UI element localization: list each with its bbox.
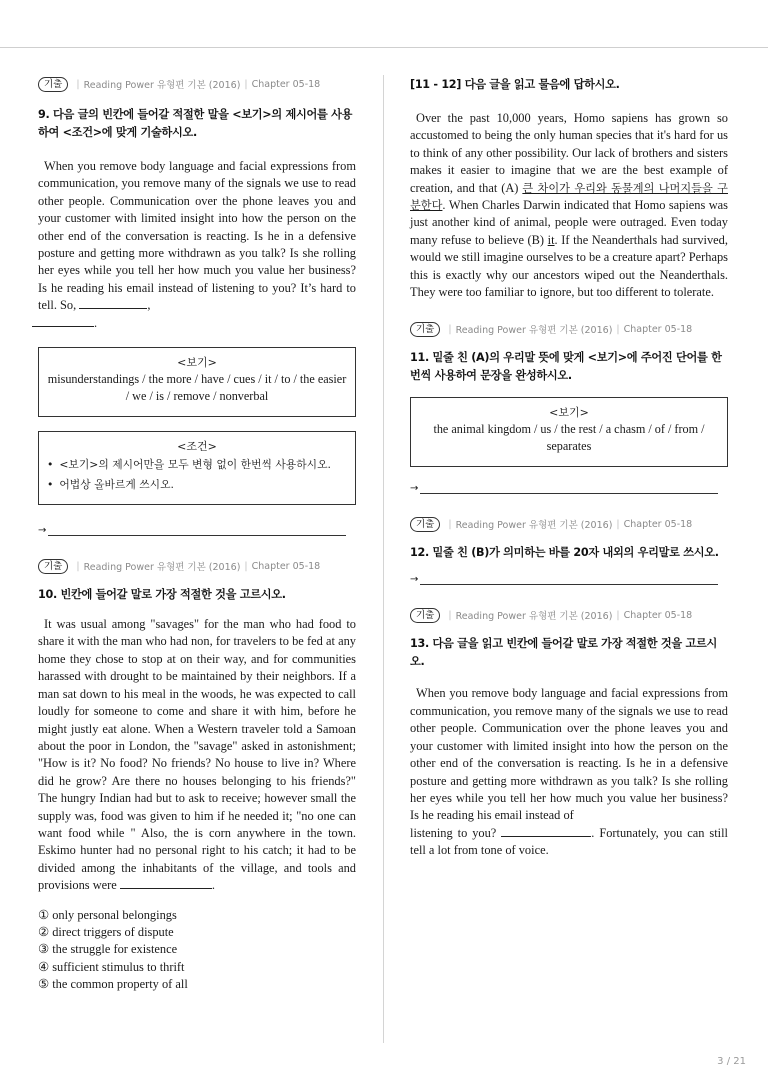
- source-book: Reading Power 유형편 기본 (2016): [83, 80, 241, 91]
- q9-title: 9. 다음 글의 빈칸에 들어갈 적절한 말을 <보기>의 제시어를 사용하여 <조건>에 맞게 기술하시오.: [38, 108, 353, 139]
- source-book: Reading Power 유형편 기본 (2016): [455, 325, 613, 337]
- right-column: [410, 76, 728, 860]
- q12-answer-line[interactable]: [410, 574, 718, 585]
- q9-condition-2: • 어법상 올바르게 쓰시오.: [47, 475, 347, 495]
- source-line-q9: 기출 | Reading Power 유형편 기본 (2016) | Chapter 05-18: [38, 76, 356, 92]
- q10-choice-5[interactable]: ⑤ the common property of all: [38, 977, 188, 992]
- q11-bogi-heading: <보기>: [549, 406, 589, 420]
- source-tag: 기출: [410, 517, 440, 532]
- source-chapter: Chapter 05-18: [251, 78, 321, 90]
- q9-bogi-words: misunderstandings / the more / have / cues / it / to / the easier / we / is / remove / nonverbal: [47, 372, 347, 404]
- underline-a: 큰 차이가 우리와 동물계의 나머지들을 구분한다: [410, 181, 728, 213]
- left-column: [38, 76, 356, 994]
- header-rule: [0, 47, 768, 48]
- q9-condition-heading: <조건>: [177, 440, 217, 454]
- page-number: 3 / 21: [717, 1056, 746, 1067]
- source-chapter: Chapter 05-18: [623, 518, 693, 530]
- q10-choice-1[interactable]: ① only personal belongings: [38, 907, 177, 922]
- source-line-q12: 기출 | Reading Power 유형편 기본 (2016) | Chapter 05-18: [410, 516, 728, 532]
- shared-passage: Over the past 10,000 years, Homo sapiens has grown so accustomed to being the only human species that it's hard for us to think of any other possibility. Our lack of brothers and sisters makes it easier to imagine that we are the best example of creation, and that (A) 큰 차이가 우리와 동물계의 나머지들을 구분한다. When Charles Darwin indicated that Homo sapiens was just another kind of animal, people were outraged. Even today many refuse to believe (B) it. If the Neanderthals had survived, would we still imagine ourselves to be a creature apart? Perhaps this is exactly why our ancestors wiped out the Neanderthals. They were too familiar to ignore, but too different to tolerate.: [410, 111, 728, 300]
- q9-passage: When you remove body language and facial expressions from communication, you remove many of the signals we use to read other people. Communication over the phone leaves you and your customer with limited insight into how the person on the other end of the conversation is reacting. Is he in a defensive posture and getting more withdrawn as you talk? Is she rolling her eyes while you tell her how much you value her business? Is he reading his email instead of listening to you? It’s hard to tell. So, , .: [38, 158, 356, 332]
- q9-blank-1: [79, 297, 147, 309]
- underline-b: it: [547, 232, 555, 247]
- q10-choices: [38, 907, 356, 994]
- q13-title: 13. 다음 글을 읽고 빈칸에 들어갈 말로 가장 적절한 것을 고르시오.: [410, 637, 718, 669]
- q10-blank: [120, 877, 212, 889]
- source-line-q13: 기출 | Reading Power 유형편 기본 (2016) | Chapter 05-18: [410, 607, 728, 623]
- q13-blank: [501, 825, 591, 837]
- q10-choice-4[interactable]: ④ sufficient stimulus to thrift: [38, 959, 185, 974]
- column-divider: [383, 75, 384, 1043]
- q9-bogi-box: [38, 347, 356, 417]
- q10-title: 10. 빈칸에 들어갈 말로 가장 적절한 것을 고르시오.: [38, 588, 286, 602]
- q9-condition-1: • <보기>의 제시어만을 모두 변형 없이 한번씩 사용하시오.: [47, 455, 347, 475]
- q11-bogi-words: the animal kingdom / us / the rest / a chasm / of / from / separates: [433, 422, 705, 454]
- source-line-q10: 기출 | Reading Power 유형편 기본 (2016) | Chapter 05-18: [38, 558, 356, 574]
- q9-bogi-heading: <보기>: [177, 356, 217, 370]
- arrow-icon: →: [38, 525, 47, 537]
- source-book: Reading Power 유형편 기본 (2016): [455, 520, 613, 532]
- source-tag: 기출: [410, 608, 440, 623]
- arrow-icon: →: [410, 483, 419, 495]
- source-chapter: Chapter 05-18: [251, 560, 321, 572]
- source-tag: 기출: [38, 77, 68, 92]
- q9-blank-2: [32, 315, 94, 327]
- q10-passage: It was usual among "savages" for the man who had food to share it with the man who had non, for travelers to be fed at any home they chose to stop at on their way, and for communities harassed with drought to be maintained by their neighbors. If a man sat down to his meal in the woods, he was expected to call loudly for someone to come and share it with him, before he might justly eat alone. When a Western traveler told a Samoan about the poor in London, the "savage" asked in astonishment; "How is it? No food? No friends? No house to live in? Where did he grow? Are there no houses belonging to his friends?" The hungry Indian had but to ask to receive; however small the supply was, food was given to him if he needed it; "no one can want food while " Also, the is corn anywhere in the town. Eskimo hunter had no personal right to his catch; it had to be divided among the inhabitants of the village, and tools and provisions were .: [38, 617, 356, 893]
- q11-12-header: [11 - 12] 다음 글을 읽고 물음에 답하시오.: [410, 78, 620, 91]
- source-line-q11: 기출 | Reading Power 유형편 기본 (2016) | Chapter 05-18: [410, 321, 728, 337]
- source-chapter: Chapter 05-18: [623, 323, 693, 335]
- source-book: Reading Power 유형편 기본 (2016): [455, 611, 613, 623]
- q11-bogi-box: [410, 397, 728, 467]
- source-tag: 기출: [38, 559, 68, 574]
- q9-answer-line[interactable]: [38, 525, 346, 536]
- q12-title: 12. 밑줄 친 (B)가 의미하는 바를 20자 내외의 우리말로 쓰시오.: [410, 546, 719, 560]
- q11-answer-line[interactable]: [410, 483, 718, 494]
- q9-condition-box: [38, 431, 356, 505]
- q13-passage: When you remove body language and facial expressions from communication, you remove many of the signals we use to read other people. Communication over the phone leaves you and your customer with limited insight into how the person on the other end of the conversation is reacting. Is he in a defensive posture and getting more withdrawn as you talk? Is she rolling her eyes while you tell her how much you value her business? Is he reading his email instead of listening to you? . Fortunately, you can still tell a lot from tone of voice.: [410, 686, 728, 858]
- q11-title: 11. 밑줄 친 (A)의 우리말 뜻에 맞게 <보기>에 주어진 단어를 한 번씩 사용하여 문장을 완성하시오.: [410, 351, 722, 383]
- arrow-icon: →: [410, 574, 419, 586]
- source-chapter: Chapter 05-18: [623, 609, 693, 621]
- q10-choice-2[interactable]: ② direct triggers of dispute: [38, 924, 174, 939]
- q10-choice-3[interactable]: ③ the struggle for existence: [38, 942, 178, 957]
- source-tag: 기출: [410, 322, 440, 337]
- source-book: Reading Power 유형편 기본 (2016): [83, 562, 241, 574]
